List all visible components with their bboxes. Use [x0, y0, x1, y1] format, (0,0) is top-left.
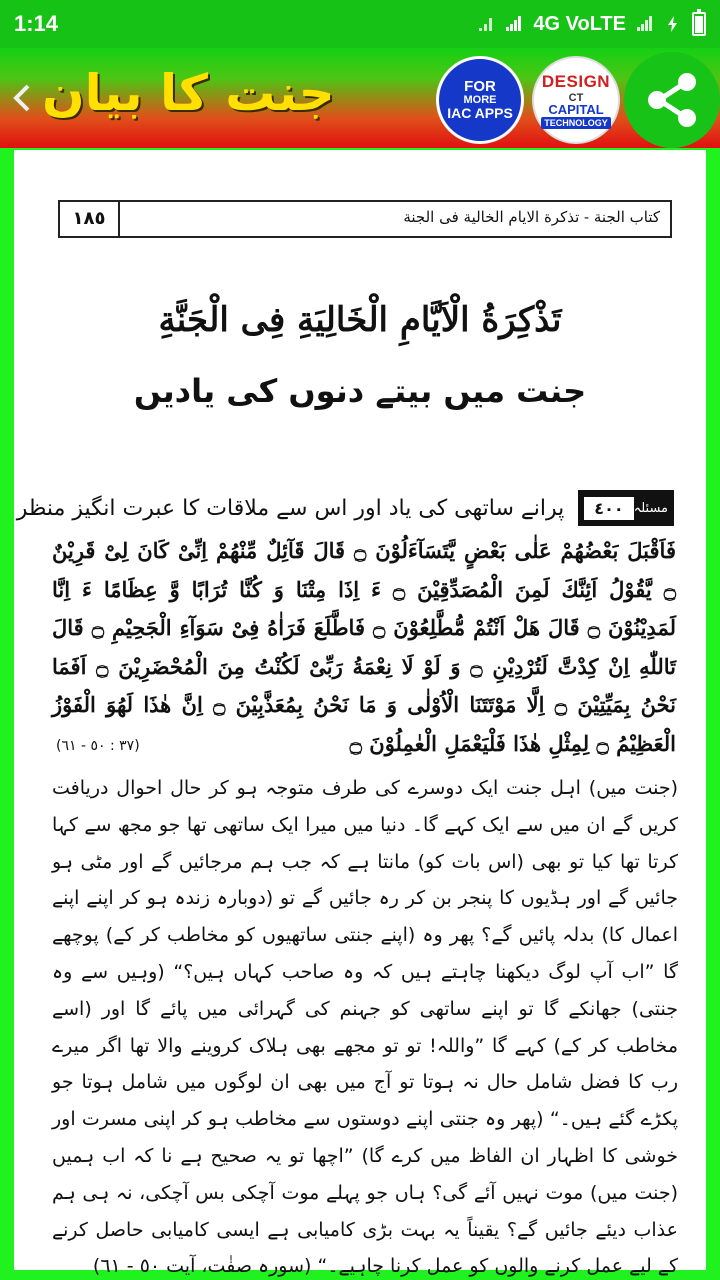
masala-badge — [578, 490, 674, 526]
masala-label: مسئلہ — [633, 500, 668, 516]
section-title: پرانے ساتھی کی یاد اور اس سے ملاقات کا عبرت انگیز منظر — [16, 495, 565, 521]
back-chevron-icon[interactable] — [8, 78, 38, 118]
share-icon — [641, 69, 703, 131]
verse-reference: (٣٧ : ٥٠ - ٦١) — [56, 738, 140, 754]
app-title: جنت کا بیان — [42, 64, 335, 122]
network-type: 4G VoLTE — [533, 12, 626, 35]
signal-sim1-icon — [477, 15, 495, 33]
signal-sim2-icon — [636, 15, 654, 33]
chapter-title-arabic: تَذْكِرَةُ الْاَيَّامِ الْخَالِيَةِ فِى الْجَنَّةِ — [158, 300, 562, 340]
signal-bars-icon — [505, 15, 523, 33]
masala-number: ٤٠٠ — [584, 497, 633, 520]
charging-bolt-icon — [664, 15, 682, 33]
page-header — [58, 200, 672, 238]
page-number: ١٨٥ — [60, 202, 120, 236]
status-icons — [477, 12, 706, 36]
share-button[interactable] — [624, 52, 720, 148]
chapter-title-urdu: جنت میں بیتے دنوں کی یادیں — [133, 372, 587, 410]
quran-verses: فَاَقْبَلَ بَعْضُهُمْ عَلٰى بَعْضٍ يَّتَسَآءَلُوْنَ ۝ قَالَ قَآئِلٌ مِّنْهُمْ اِنِّىْ كَانَ لِىْ قَرِيْنٌ ۝ يَّقُوْلُ اَئِنَّكَ لَمِنَ الْمُصَدِّقِيْنَ ۝ ءَ اِذَا مِتْنَا وَ كُنَّا تُرَابًا وَّ عِظَامًا ءَ اِنَّا لَمَدِيْنُوْنَ ۝ قَالَ هَلْ اَنْتُمْ مُّطَّلِعُوْنَ ۝ فَاطَّلَعَ فَرَاٰهُ فِىْ سَوَآءِ الْجَحِيْمِ ۝ قَالَ تَاللّٰهِ اِنْ كِدْتَّ لَتُرْدِيْنِ ۝ وَ لَوْ لَا نِعْمَةُ رَبِّىْ لَكُنْتُ مِنَ الْمُحْضَرِيْنَ ۝ اَفَمَا نَحْنُ بِمَيِّتِيْنَ ۝ اِلَّا مَوْتَتَنَا الْاُوْلٰى وَ مَا نَحْنُ بِمُعَذَّبِيْنَ ۝ اِنَّ هٰذَا لَهُوَ الْفَوْزُ الْعَظِيْمُ ۝ لِمِثْلِ هٰذَا فَلْيَعْمَلِ الْعٰمِلُوْنَ ۝ — [52, 538, 676, 756]
logo-design-text: DESIGN — [541, 71, 611, 91]
section-heading — [16, 488, 674, 528]
logo-capital-text: CAPITAL — [548, 101, 604, 117]
logo-ct-text: CT — [568, 92, 584, 104]
status-time: 1:14 — [14, 11, 59, 36]
design-capital-logo[interactable] — [532, 56, 620, 144]
status-bar — [0, 0, 720, 48]
running-head: كتاب الجنة - تذكرة الايام الخالية فى الجنة — [403, 208, 660, 226]
more-apps-button[interactable]: FOR MORE IAC APPS — [436, 56, 524, 144]
translation-text: (جنت میں) اہل جنت ایک دوسرے کی طرف متوجہ ہو کر حال احوال دریافت کریں گے ان میں سے ایک کہے گا۔ دنیا میں میرا ایک ساتھی تھا جو مجھ سے کہا کرتا تھا کیا تو بھی (اس بات کو) مانتا ہے کہ جب ہم مرجائیں گے اور مٹی ہو جائیں گے اور ہڈیوں کا پنجر بن کر رہ جائیں گے تو (دوبارہ زندہ ہو کر اپنے اپنے اعمال کا) بدلہ پائیں گے؟ پھر وہ (اپنے جنتی ساتھیوں کو مخاطب کر کے) پوچھے گا ”اب آپ لوگ دیکھنا چاہتے ہیں کہ وہ صاحب کہاں ہیں؟“ (وہیں سے وہ جنتی) جھانکے گا تو اپنے ساتھی کو جہنم کی گہرائی میں پائے گا اور (اسے مخاطب کر کے) کہے گا ”واللہ! تو تو مجھے بھی ہلاک کروینے والا تھا اگر میرے رب کا فضل شامل حال نہ ہوتا تو آج میں بھی ان لوگوں میں شامل ہوتا جو پکڑے گئے ہیں۔“ (پھر وہ جنتی اپنے دوستوں سے مخاطب ہو کر اپنی مسرت اور خوشی کا اظہار ان الفاظ میں کرے گا) ”اچھا تو یہ صحیح ہے نا کہ اب ہمیں (جنت میں) موت نہیں آئے گی؟ ہاں جو پہلے موت آچکی بس آچکی، نہ ہی ہم عذاب دیئے جائیں گے؟ یقیناً یہ بہت بڑی کامیابی ہے ایسی کامیابی حاصل کرنے کے لیے عمل کرنے والوں کو عمل کرنا چاہیے۔“ (سورہ صفٰت، آیت ٥٠ - ٦١) — [52, 777, 678, 1278]
logo-technology-text: TECHNOLOGY — [541, 117, 611, 129]
battery-icon — [692, 12, 706, 36]
